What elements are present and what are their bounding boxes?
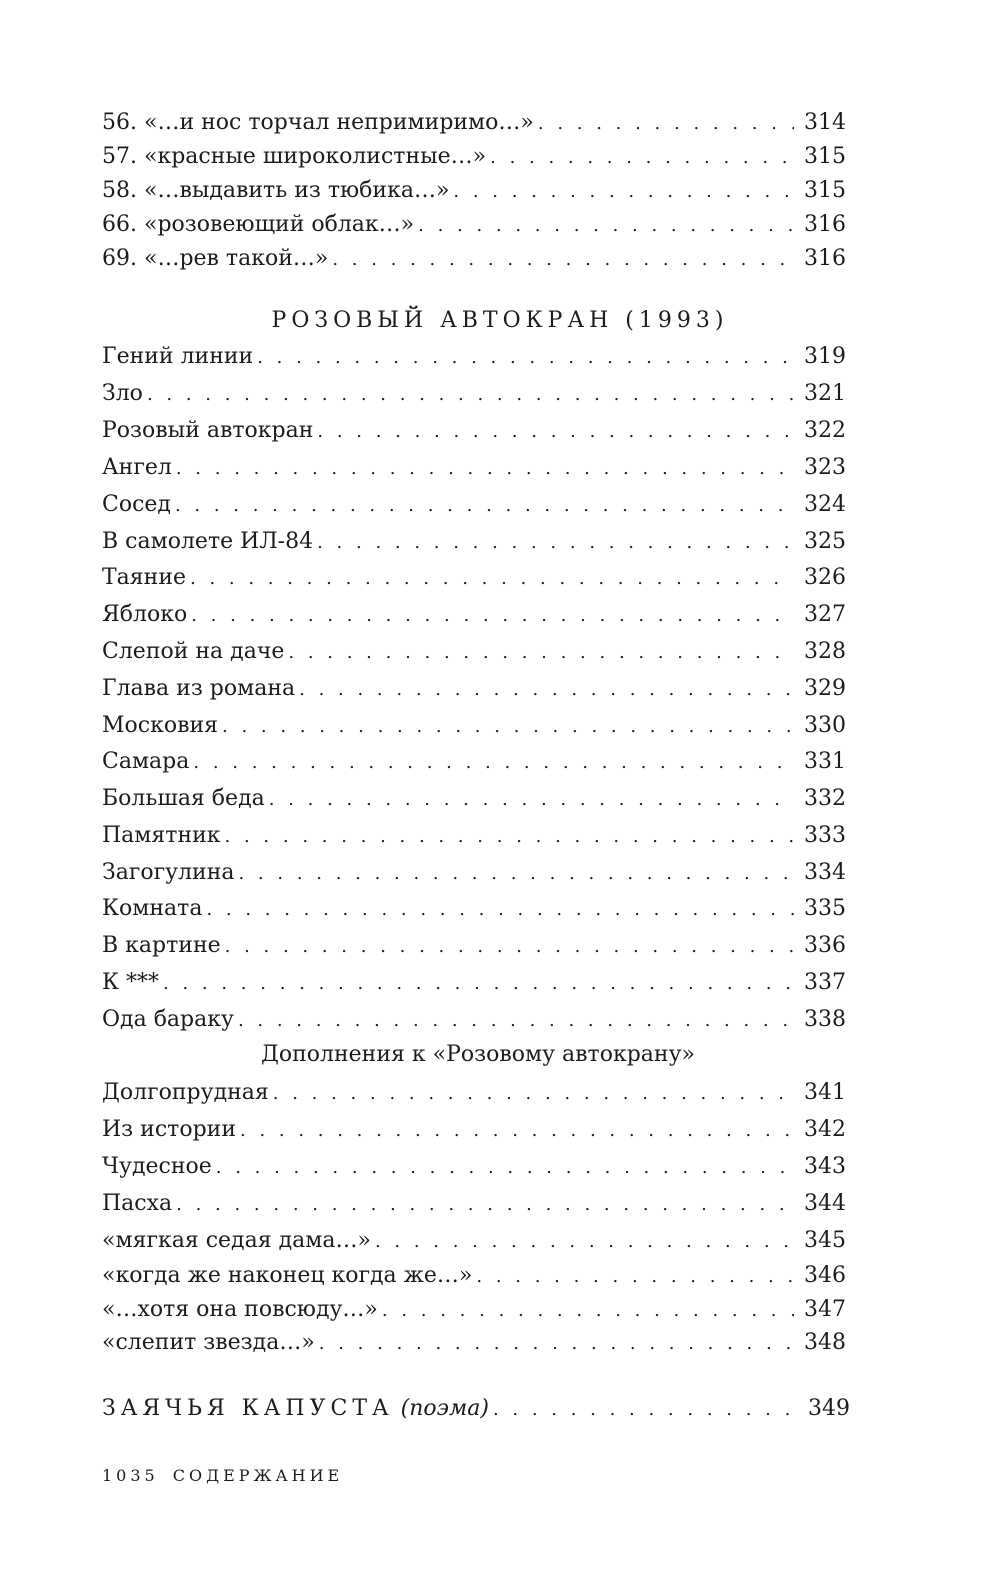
toc-entry-page: 348 [804, 1330, 846, 1355]
toc-entry-title: Слепой на даче [102, 639, 285, 664]
toc-entry-page: 338 [804, 1007, 846, 1032]
toc-entry-title: Долгопрудная [102, 1080, 269, 1105]
toc-entry-page: 333 [804, 823, 846, 848]
toc-entry [102, 563, 846, 593]
toc-entry [102, 637, 846, 667]
dot-leader [147, 379, 794, 410]
dot-leader [476, 1261, 794, 1292]
dot-leader [176, 1189, 794, 1220]
dot-leader [299, 674, 794, 705]
toc-entry-page: 342 [804, 1117, 846, 1142]
dot-leader [193, 747, 794, 778]
dot-leader [319, 1328, 794, 1359]
toc-entry [102, 931, 846, 961]
toc-entry [102, 1295, 846, 1325]
dot-leader [418, 210, 794, 241]
toc-entry-title: «слепит звезда…» [102, 1330, 315, 1355]
dot-leader [225, 821, 794, 852]
toc-entry [102, 342, 846, 372]
dot-leader [163, 968, 794, 999]
toc-entry-title [102, 1394, 493, 1424]
toc-entry [102, 1152, 846, 1182]
toc-entry [102, 711, 846, 741]
dot-leader [453, 176, 794, 207]
toc-entry-title: 69. «…рев такой…» [102, 246, 329, 271]
toc-entry-title: Пасха [102, 1191, 173, 1216]
toc-entry-page: 316 [804, 246, 846, 271]
dot-leader [225, 931, 794, 962]
toc-entry-title: Глава из романа [102, 676, 296, 701]
dot-leader [190, 563, 794, 594]
dot-leader [493, 1394, 798, 1425]
dot-leader [269, 784, 794, 815]
toc-entry-title: 57. «красные широколистные…» [102, 144, 487, 169]
toc-entry [102, 176, 846, 206]
toc-entry-page: 328 [804, 639, 846, 664]
toc-entry-title: Таяние [102, 565, 187, 590]
toc-entry-page: 336 [804, 933, 846, 958]
toc-entry-page: 321 [804, 381, 846, 406]
toc-entry-title: Из истории [102, 1117, 236, 1142]
toc-entry-page: 325 [804, 529, 846, 554]
toc-entry [102, 210, 846, 240]
toc-entry-page: 347 [804, 1297, 846, 1322]
toc-entry-page: 334 [804, 860, 846, 885]
toc-entry-title: В самолете ИЛ-84 [102, 529, 314, 554]
toc-entry-title: «мягкая седая дама…» [102, 1228, 371, 1253]
dot-leader [206, 894, 794, 925]
toc-entry [102, 784, 846, 814]
toc-entry [102, 1226, 846, 1256]
dot-leader [332, 244, 794, 275]
toc-entry [102, 379, 846, 409]
section-heading: РОЗОВЫЙ АВТОКРАН (1993) [271, 308, 729, 333]
dot-leader [273, 1078, 794, 1109]
toc-entry-page: 327 [804, 602, 846, 627]
toc-entry-title: Комната [102, 896, 203, 921]
toc-entry-page: 335 [804, 896, 846, 921]
toc-entry [102, 821, 846, 851]
dot-leader [240, 1115, 794, 1146]
toc-entry-page: 345 [804, 1228, 846, 1253]
toc-entry-page: 337 [804, 970, 846, 995]
toc-entry-title: Гений линии [102, 344, 254, 369]
toc-entry-title: Яблоко [102, 602, 188, 627]
subsection-heading: Дополнения к «Розовому автокрану» [260, 1042, 695, 1067]
toc-entry [102, 142, 846, 172]
toc-entry-title: 66. «розовеющий облак…» [102, 212, 415, 237]
toc-entry-title: К *** [102, 970, 160, 995]
dot-leader [538, 108, 794, 139]
toc-entry-page: 349 [808, 1396, 850, 1421]
toc-entry [102, 1078, 846, 1108]
page-footer [102, 1466, 343, 1485]
toc-entry [102, 1261, 846, 1291]
toc-entry [102, 1189, 846, 1219]
toc-entry-title: Зло [102, 381, 143, 406]
toc-entry [102, 894, 846, 924]
toc-entry-title: Памятник [102, 823, 221, 848]
toc-entry-page: 341 [804, 1080, 846, 1105]
toc-entry-major [102, 1394, 850, 1424]
toc-entry [102, 968, 846, 998]
toc-entry-title: Московия [102, 713, 219, 738]
toc-entry [102, 244, 846, 274]
footer-label: СОДЕРЖАНИЕ [172, 1466, 344, 1485]
toc-entry [102, 453, 846, 483]
toc-entry-page: 324 [804, 492, 846, 517]
dot-leader [382, 1295, 794, 1326]
toc-entry-title: Сосед [102, 492, 171, 517]
toc-entry-page: 343 [804, 1154, 846, 1179]
dot-leader [191, 600, 794, 631]
toc-entry-page: 315 [804, 178, 846, 203]
toc-entry-page: 322 [804, 418, 846, 443]
toc-entry [102, 490, 846, 520]
toc-entry-title: 58. «…выдавить из тюбика…» [102, 178, 450, 203]
toc-entry-title: 56. «…и нос торчал непримиримо…» [102, 110, 534, 135]
dot-leader [257, 342, 794, 373]
toc-entry [102, 674, 846, 704]
toc-entry-page: 316 [804, 212, 846, 237]
dot-leader [238, 1005, 794, 1036]
toc-entry-title: Загогулина [102, 860, 235, 885]
dot-leader [317, 527, 794, 558]
dot-leader [176, 453, 794, 484]
toc-entry-page: 346 [804, 1263, 846, 1288]
toc-entry-title: Ода бараку [102, 1007, 234, 1032]
toc-entry-title: Большая беда [102, 786, 265, 811]
toc-entry-title: Самара [102, 749, 190, 774]
toc-entry [102, 600, 846, 630]
toc-entry-page: 329 [804, 676, 846, 701]
toc-entry [102, 747, 846, 777]
dot-leader [222, 711, 794, 742]
dot-leader [216, 1152, 794, 1183]
toc-entry [102, 858, 846, 888]
dot-leader [175, 490, 794, 521]
toc-entry-title: «когда же наконец когда же…» [102, 1263, 473, 1288]
toc-entry-page: 314 [804, 110, 846, 135]
toc-entry [102, 1005, 846, 1035]
dot-leader [317, 416, 794, 447]
toc-entry-title: Чудесное [102, 1154, 212, 1179]
toc-entry-page: 319 [804, 344, 846, 369]
toc-entry-page: 331 [804, 749, 846, 774]
toc-entry [102, 1115, 846, 1145]
toc-entry-page: 332 [804, 786, 846, 811]
toc-entry-page: 344 [804, 1191, 846, 1216]
major-title-note: (поэма) [400, 1396, 489, 1421]
toc-entry-page: 326 [804, 565, 846, 590]
footer-page-number: 1035 [102, 1466, 159, 1485]
major-title: ЗАЯЧЬЯ КАПУСТА [102, 1396, 394, 1421]
toc-entry-title: Ангел [102, 455, 172, 480]
toc-entry-page: 323 [804, 455, 846, 480]
toc-entry-title: Розовый автокран [102, 418, 314, 443]
toc-entry [102, 1328, 846, 1358]
toc-entry-title: В картине [102, 933, 221, 958]
toc-entry [102, 108, 846, 138]
dot-leader [288, 637, 794, 668]
toc-entry-page: 330 [804, 713, 846, 738]
dot-leader [238, 858, 794, 889]
dot-leader [490, 142, 794, 173]
toc-entry-page: 315 [804, 144, 846, 169]
toc-entry-title: «…хотя она повсюду…» [102, 1297, 378, 1322]
dot-leader [375, 1226, 794, 1257]
toc-entry [102, 527, 846, 557]
toc-entry [102, 416, 846, 446]
